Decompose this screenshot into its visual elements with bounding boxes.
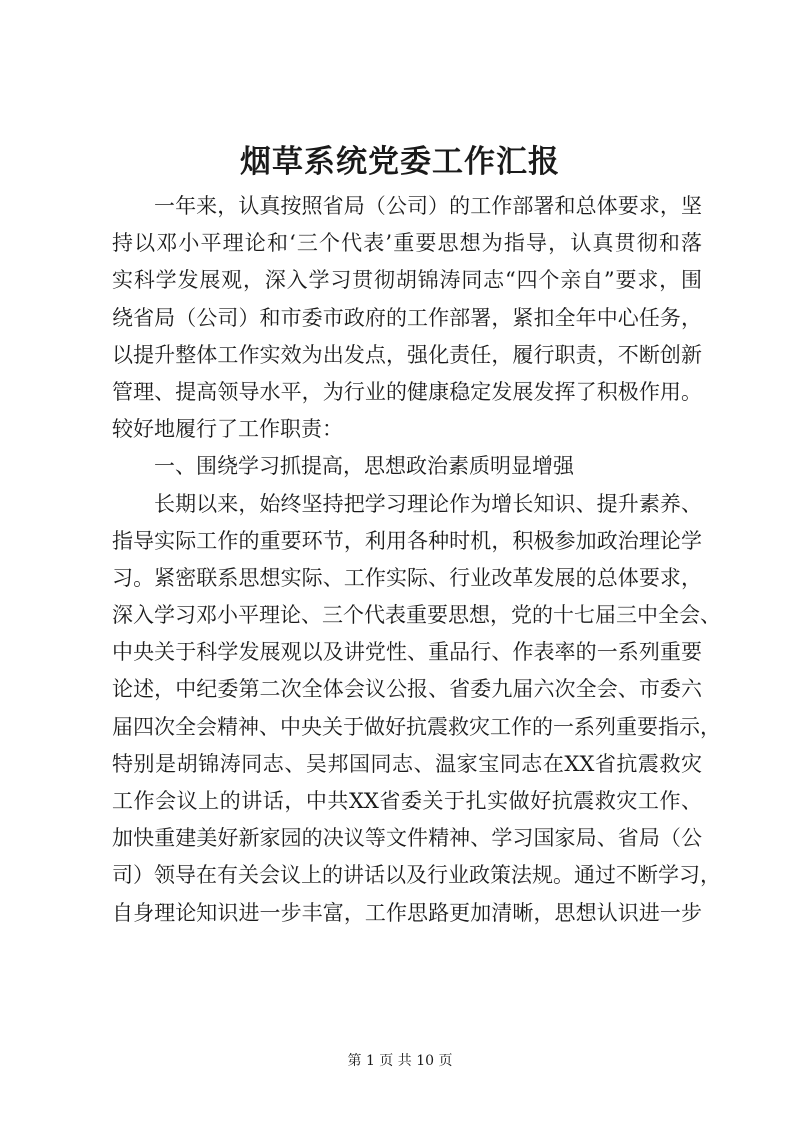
paragraph-line: 届四次全会精神、中央关于做好抗震救灾工作的一系列重要指示， <box>112 714 721 739</box>
paragraph-line: 长期以来，始终坚持把学习理论作为增长知识、提升素养、 <box>154 491 702 516</box>
paragraph-line: 习。紧密联系思想实际、工作实际、行业改革发展的总体要求， <box>112 565 702 590</box>
paragraph-line: 一年来，认真按照省局（公司）的工作部署和总体要求，坚 <box>154 194 702 218</box>
paragraph-line: 实科学发展观，深入学习贯彻胡锦涛同志“四个亲自”要求，围 <box>112 268 702 293</box>
paragraph-line: 特别是胡锦涛同志、吴邦国同志、温家宝同志在XX省抗震救灾 <box>112 751 702 776</box>
paragraph-line: 管理、提高领导水平，为行业的健康稳定发展发挥了积极作用。 <box>112 379 702 404</box>
section-heading: 一、围绕学习抓提高，思想政治素质明显增强 <box>154 454 574 479</box>
document-body <box>112 188 721 932</box>
paragraph-line: 持以邓小平理论和‘三个代表’重要思想为指导，认真贯彻和落 <box>112 231 702 256</box>
paragraph-line: 较好地履行了工作职责： <box>112 417 343 442</box>
paragraph-line: 绕省局（公司）和市委市政府的工作部署，紧扣全年中心任务， <box>112 305 702 330</box>
paragraph-line: 论述，中纪委第二次全体会议公报、省委九届六次全会、市委六 <box>112 677 702 702</box>
document-title: 烟草系统党委工作汇报 <box>240 144 560 180</box>
paragraph-line: 自身理论知识进一步丰富，工作思路更加清晰，思想认识进一步 <box>112 900 702 925</box>
paragraph-line: 以提升整体工作实效为出发点，强化责任，履行职责，不断创新 <box>112 342 702 367</box>
paragraph-line: 加快重建美好新家园的决议等文件精神、学习国家局、省局（公 <box>112 826 702 851</box>
paragraph-line: 司）领导在有关会议上的讲话以及行业政策法规。通过不断学习， <box>112 863 721 888</box>
paragraph-line: 深入学习邓小平理论、三个代表重要思想，党的十七届三中全会、 <box>112 603 721 628</box>
paragraph-line: 中央关于科学发展观以及讲党性、重品行、作表率的一系列重要 <box>112 640 702 665</box>
page-footer: 第 1 页 共 10 页 <box>347 1053 453 1069</box>
paragraph-line: 指导实际工作的重要环节，利用各种时机，积极参加政治理论学 <box>112 528 702 553</box>
paragraph-line: 工作会议上的讲话，中共XX省委关于扎实做好抗震救灾工作、 <box>112 789 702 813</box>
